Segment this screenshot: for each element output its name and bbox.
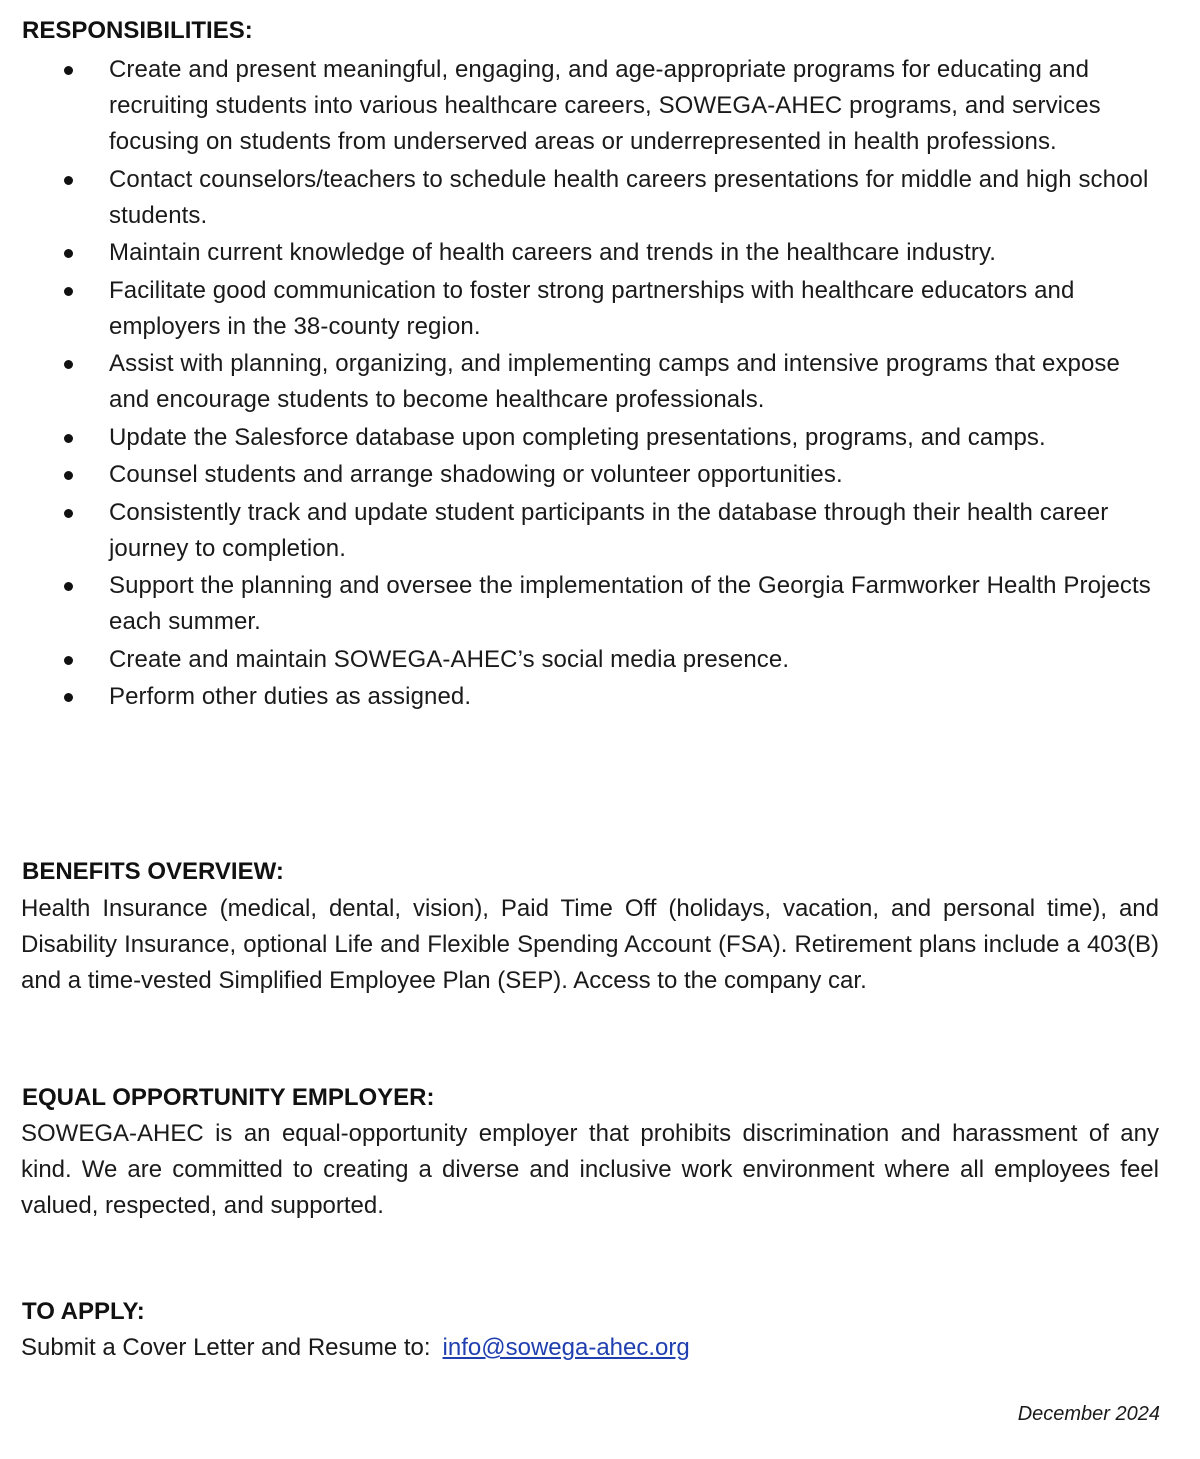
apply-text: Submit a Cover Letter and Resume to: [21, 1334, 431, 1361]
bullet-icon [64, 287, 73, 296]
responsibilities-list [0, 52, 1200, 717]
bullet-icon [64, 66, 73, 75]
bullet-icon [64, 176, 73, 185]
list-item [0, 346, 1159, 418]
bullet-icon [64, 471, 73, 480]
email-link[interactable]: info@sowega-ahec.org [442, 1334, 690, 1361]
list-item-text: Perform other duties as assigned. [109, 683, 472, 710]
bullet-icon [64, 693, 73, 702]
list-item-text: Counsel students and arrange shadowing or volunteer opportunities. [109, 461, 843, 488]
apply-line [21, 1330, 690, 1366]
list-item-text: Contact counselors/teachers to schedule health careers presentations for middle and high school students. [109, 165, 1149, 229]
list-item [0, 162, 1159, 234]
benefits-text: Health Insurance (medical, dental, vision), Paid Time Off (holidays, vacation, and personal time), and Disability Insurance, optional Life and Flexible Spending Account (FSA). Retirement plans include a 403(B) and a time-vested Simplified Employee Plan (SEP). Access to the company car. [21, 895, 1159, 994]
document-date: December 2024 [1017, 1403, 1160, 1425]
list-item-text: Create and maintain SOWEGA-AHEC’s social media presence. [109, 645, 790, 673]
list-item-text: Create and present meaningful, engaging, and age-appropriate programs for educating and recruiting students into various healthcare careers, SOWEGA-AHEC programs, and services focusing on students from underserved areas or underrepresented in health professions. [109, 56, 1101, 155]
list-item-text: Consistently track and update student participants in the database through their health career journey to completion. [109, 498, 1109, 562]
list-item [0, 457, 1159, 493]
responsibilities-heading: RESPONSIBILITIES: [22, 17, 253, 44]
list-item [0, 679, 1159, 715]
eeo-heading: EQUAL OPPORTUNITY EMPLOYER: [22, 1084, 435, 1111]
eeo-text: SOWEGA-AHEC is an equal-opportunity employer that prohibits discrimination and harassment of any kind. We are committed to creating a diverse and inclusive work environment where all employees feel valued, respected, and supported. [21, 1120, 1159, 1219]
list-item [0, 273, 1159, 345]
list-item-text: Maintain current knowledge of health careers and trends in the healthcare industry. [109, 239, 997, 266]
list-item-text: Update the Salesforce database upon completing presentations, programs, and camps. [109, 423, 1046, 451]
list-item [0, 420, 1159, 456]
bullet-icon [64, 509, 73, 518]
list-item [0, 495, 1159, 567]
bullet-icon [64, 360, 73, 369]
list-item-text: Assist with planning, organizing, and implementing camps and intensive programs that expose and encourage students to become healthcare professionals. [109, 350, 1120, 413]
bullet-icon [64, 582, 73, 591]
list-item [0, 642, 1159, 678]
bullet-icon [64, 434, 73, 443]
bullet-icon [64, 656, 73, 665]
list-item [0, 568, 1159, 640]
list-item-text: Support the planning and oversee the implementation of the Georgia Farmworker Health Projects each summer. [109, 572, 1151, 635]
bullet-icon [64, 249, 73, 258]
list-item-text: Facilitate good communication to foster strong partnerships with healthcare educators and employers in the 38-county region. [109, 276, 1075, 340]
list-item [0, 235, 1159, 271]
list-item [0, 52, 1159, 160]
apply-heading: TO APPLY: [22, 1298, 145, 1325]
benefits-heading: BENEFITS OVERVIEW: [22, 858, 284, 885]
